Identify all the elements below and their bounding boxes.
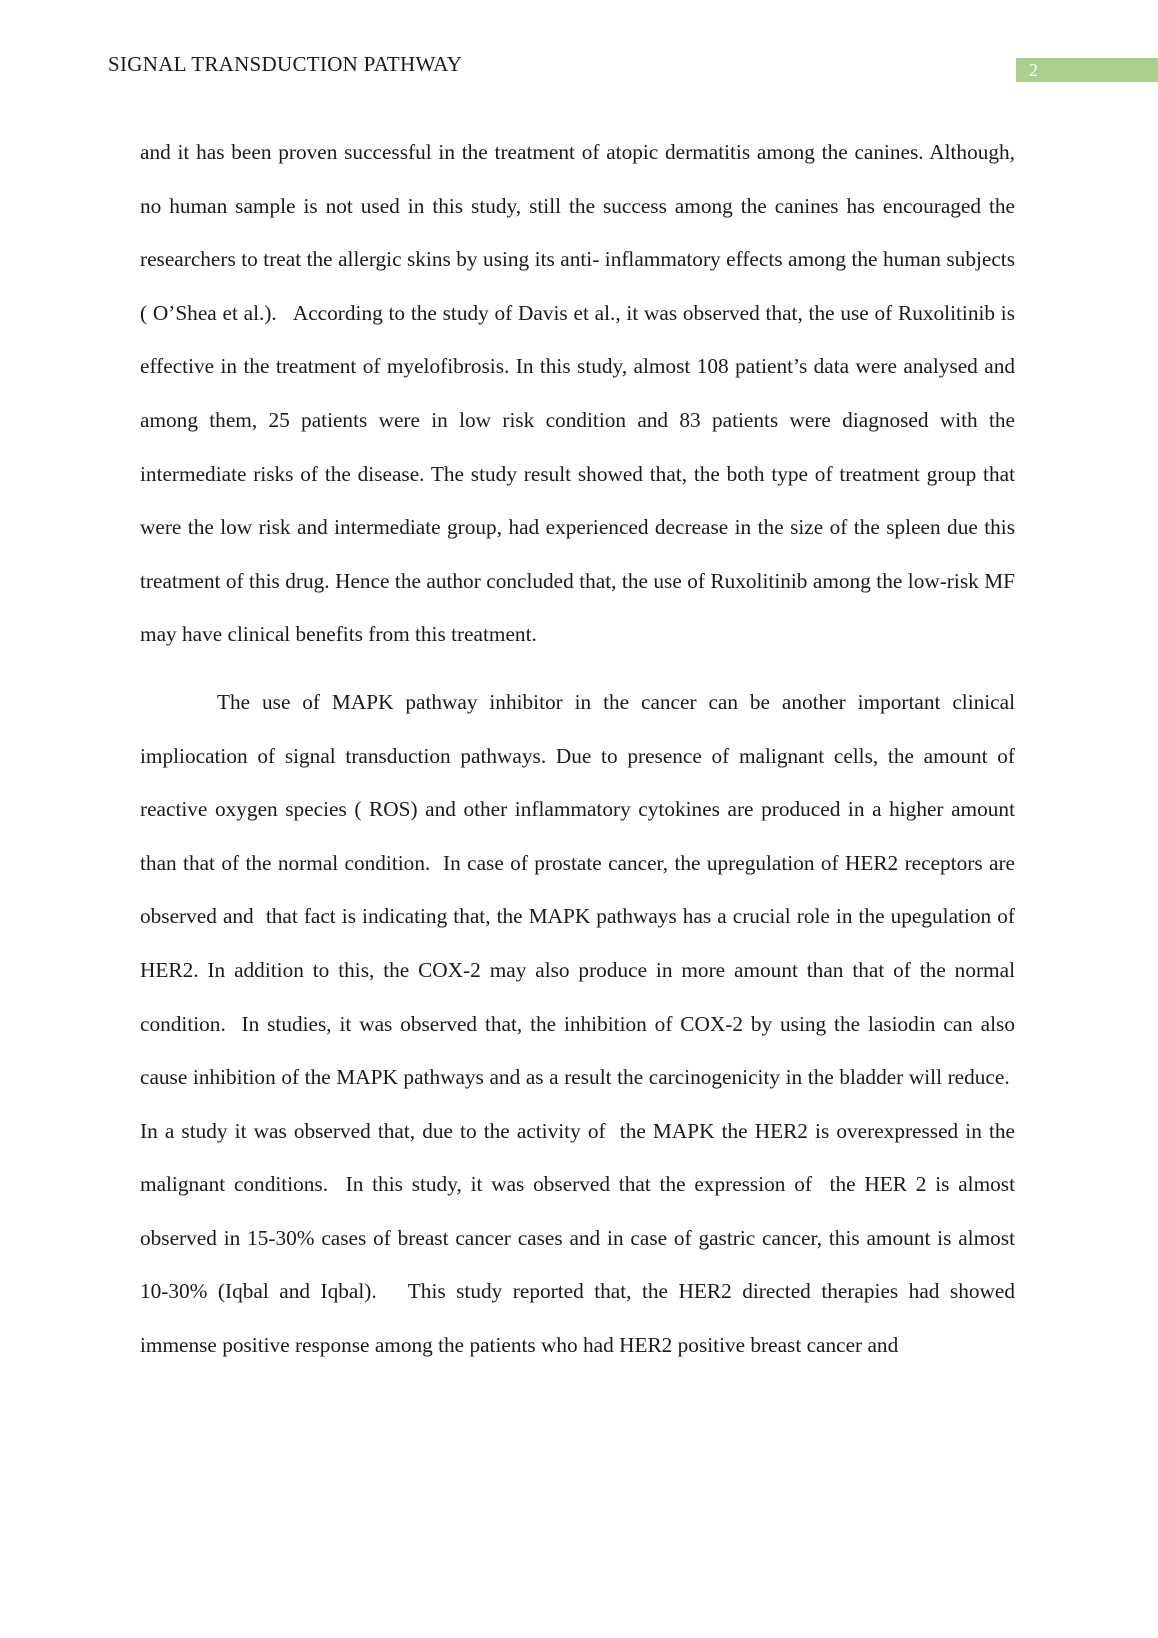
paragraph-mapk-inhibitor: The use of MAPK pathway inhibitor in the cancer can be another important clinical impliocation of signal transduction pathways. Due to presence of malignant cells, the amount of reactive oxygen species ( ROS) and other inflammatory cytokines are produced in a higher amount than that of the normal condition. In case of prostate cancer, the upregulation of HER2 receptors are observed and that fact is indicating that, the MAPK pathways has a crucial role in the upegulation of HER2. In addition to this, the COX-2 may also produce in more amount than that of the normal condition. In studies, it was observed that, the inhibition of COX-2 by using the lasiodin can also cause inhibition of the MAPK pathways and as a result the carcinogenicity in the bladder will reduce. In a study it was observed that, due to the activity of the MAPK the HER2 is overexpressed in the malignant conditions. In this study, it was observed that the expression of the HER 2 is almost observed in 15-30% cases of breast cancer cases and in case of gastric cancer, this amount is almost 10-30% (Iqbal and Iqbal). This study reported that, the HER2 directed therapies had showed immense positive response among the patients who had HER2 positive breast cancer and — [140, 689, 1015, 1358]
paragraph-continuation: and it has been proven successful in the treatment of atopic dermatitis among the canines. Although, no human sample is not used in this study, still the success among the canines has encouraged the researchers to treat the allergic skins by using its anti- inflammatory effects among the human subjects ( O’Shea et al.). According to the study of Davis et al., it was observed that, the use of Ruxolitinib is effective in the treatment of myelofibrosis. In this study, almost 108 patient’s data were analysed and among them, 25 patients were in low risk condition and 83 patients were diagnosed with the intermediate risks of the disease. The study result showed that, the both type of treatment group that were the low risk and intermediate group, had experienced decrease in the size of the spleen due this treatment of this drug. Hence the author concluded that, the use of Ruxolitinib among the low-risk MF may have clinical benefits from this treatment. — [140, 140, 1015, 647]
document-body — [140, 126, 1015, 1373]
page-number-badge: 2 — [1016, 58, 1158, 82]
running-header-title: SIGNAL TRANSDUCTION PATHWAY — [108, 52, 463, 76]
